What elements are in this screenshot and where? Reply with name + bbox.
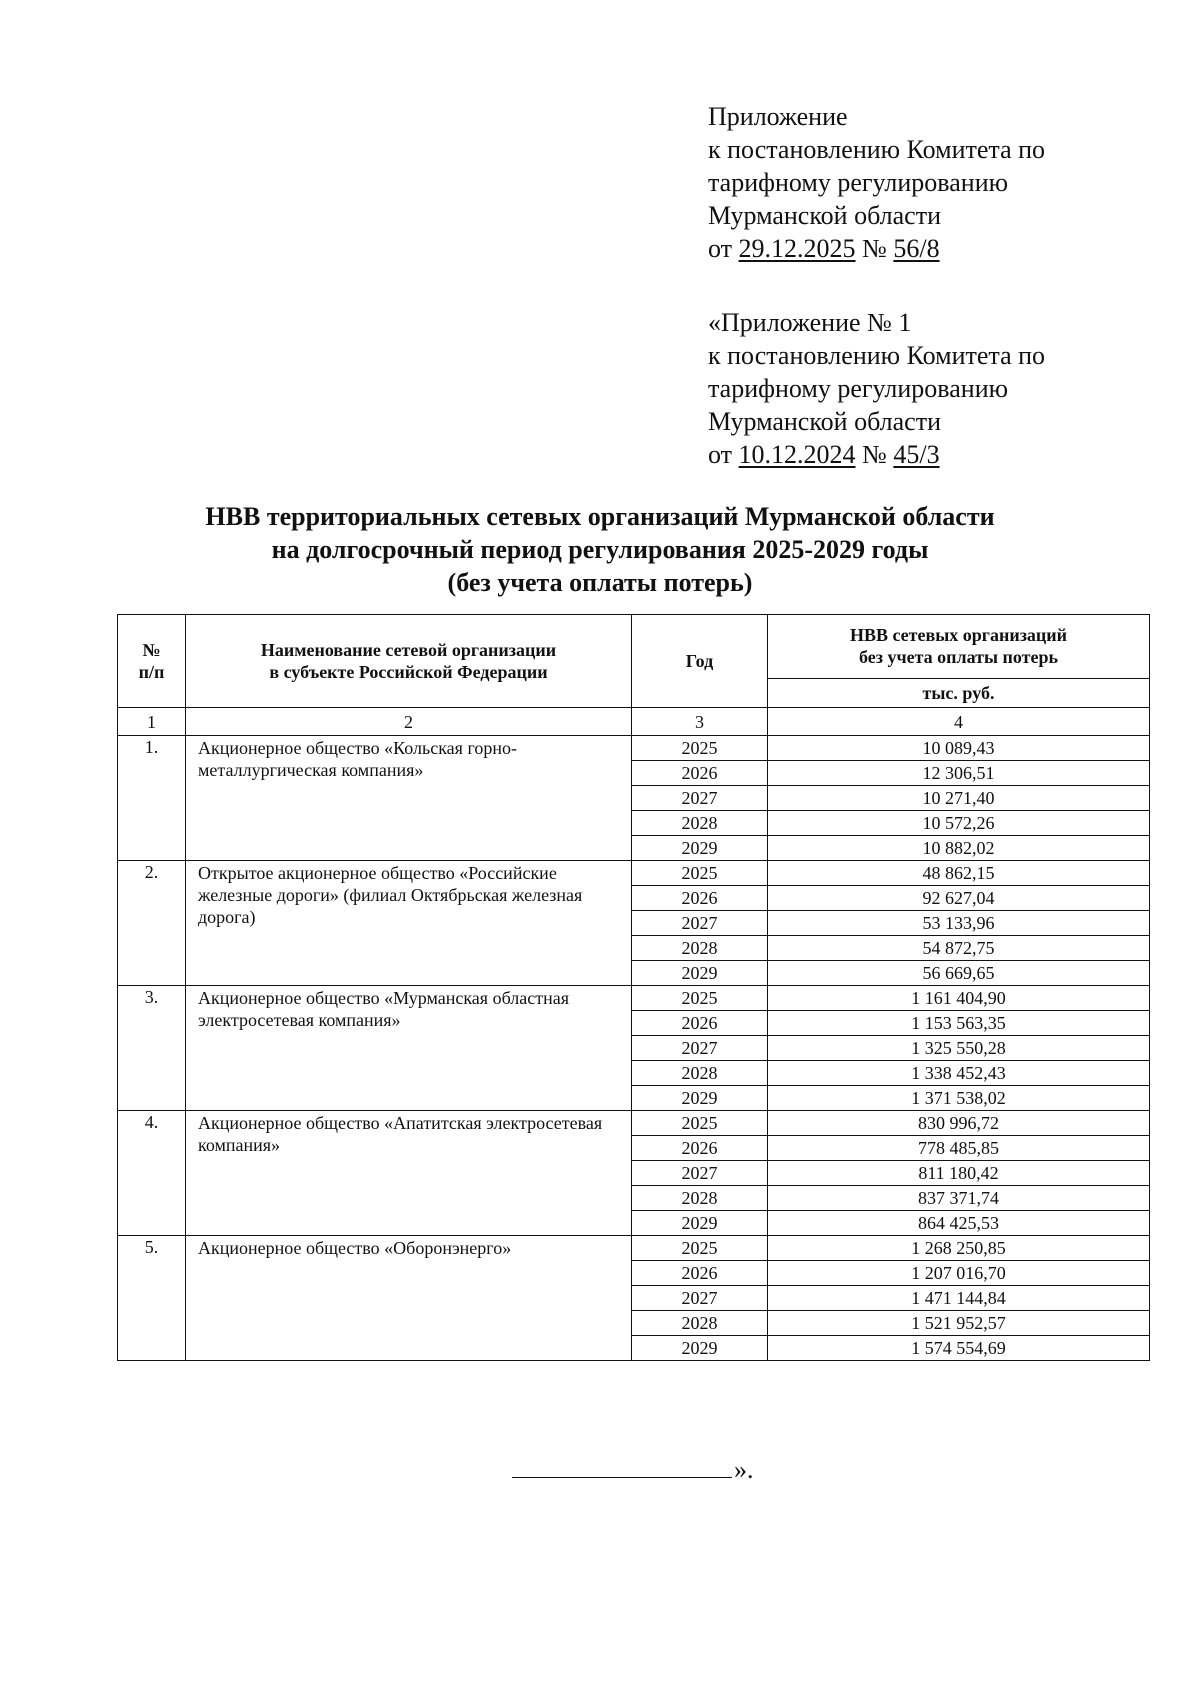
org-number: 5. (118, 1236, 186, 1361)
title-line-2: на долгосрочный период регулирования 2025-2029 годы (271, 535, 929, 564)
nvv-value-cell: 10 089,43 (768, 736, 1150, 761)
original-appendix-num-sign: № (862, 440, 887, 469)
header-no-line2: п/п (138, 662, 165, 682)
nvv-value-cell: 1 371 538,02 (768, 1086, 1150, 1111)
appendix-region-line: Мурманской области (708, 201, 941, 230)
nvv-value-cell: 10 572,26 (768, 811, 1150, 836)
header-year: Год (632, 615, 768, 708)
original-appendix-date-prefix: от (708, 440, 733, 469)
nvv-value-cell: 12 306,51 (768, 761, 1150, 786)
year-cell: 2028 (632, 936, 768, 961)
header-org-name-line2: в субъекте Российской Федерации (269, 662, 548, 682)
original-appendix-region-line: Мурманской области (708, 407, 941, 436)
original-appendix-header (708, 306, 1148, 471)
year-cell: 2027 (632, 1036, 768, 1061)
year-cell: 2025 (632, 861, 768, 886)
appendix-decree-line: к постановлению Комитета по (708, 135, 1046, 164)
appendix-number: 56/8 (893, 234, 940, 263)
nvv-value-cell: 778 485,85 (768, 1136, 1150, 1161)
year-cell: 2028 (632, 1061, 768, 1086)
column-number: 1 (118, 708, 186, 736)
original-appendix-date-line (708, 438, 1148, 471)
nvv-value-cell: 1 268 250,85 (768, 1236, 1150, 1261)
column-number-row (118, 708, 1150, 736)
nvv-table (117, 614, 1150, 1361)
org-name: Акционерное общество «Кольская горно-металлургическая компания» (186, 736, 632, 861)
header-nvv-line2: без учета оплаты потерь (858, 647, 1059, 668)
nvv-value-cell: 1 338 452,43 (768, 1061, 1150, 1086)
original-appendix-decree-line: к постановлению Комитета по (708, 341, 1046, 370)
year-cell: 2026 (632, 1136, 768, 1161)
year-cell: 2028 (632, 1186, 768, 1211)
appendix-date: 29.12.2025 (738, 234, 856, 263)
appendix-header (708, 100, 1148, 265)
table-row (118, 986, 1150, 1011)
nvv-value-cell: 864 425,53 (768, 1211, 1150, 1236)
nvv-value-cell: 1 471 144,84 (768, 1286, 1150, 1311)
header-org-name (186, 615, 632, 708)
nvv-value-cell: 53 133,96 (768, 911, 1150, 936)
table-row (118, 1111, 1150, 1136)
header-org-name-line1: Наименование сетевой организации (260, 640, 557, 660)
org-number: 1. (118, 736, 186, 861)
column-number: 2 (186, 708, 632, 736)
year-cell: 2027 (632, 786, 768, 811)
year-cell: 2027 (632, 1161, 768, 1186)
year-cell: 2027 (632, 911, 768, 936)
title-line-1: НВВ территориальных сетевых организаций Мурманской области (205, 502, 995, 531)
org-number: 4. (118, 1111, 186, 1236)
nvv-value-cell: 1 161 404,90 (768, 986, 1150, 1011)
original-appendix-committee-line: тарифному регулированию (708, 374, 1009, 403)
table-row (118, 861, 1150, 886)
header-unit: тыс. руб. (768, 678, 1150, 707)
year-cell: 2026 (632, 886, 768, 911)
title-line-3: (без учета оплаты потерь) (447, 568, 753, 597)
original-appendix-label: «Приложение № 1 (708, 308, 912, 337)
original-appendix-number: 45/3 (893, 440, 940, 469)
appendix-date-prefix: от (708, 234, 733, 263)
document-title (0, 500, 1200, 599)
year-cell: 2029 (632, 1211, 768, 1236)
org-name: Акционерное общество «Мурманская областная электросетевая компания» (186, 986, 632, 1111)
nvv-value-cell: 830 996,72 (768, 1111, 1150, 1136)
nvv-value-cell: 10 271,40 (768, 786, 1150, 811)
nvv-value-cell: 54 872,75 (768, 936, 1150, 961)
org-name: Открытое акционерное общество «Российские железные дороги» (филиал Октябрьская железная дорога) (186, 861, 632, 986)
appendix-num-sign: № (862, 234, 887, 263)
table-row (118, 736, 1150, 761)
closing-underline (512, 1455, 732, 1478)
nvv-value-cell: 10 882,02 (768, 836, 1150, 861)
year-cell: 2026 (632, 761, 768, 786)
year-cell: 2029 (632, 836, 768, 861)
nvv-value-cell: 48 862,15 (768, 861, 1150, 886)
column-number: 4 (768, 708, 1150, 736)
year-cell: 2025 (632, 986, 768, 1011)
appendix-date-line (708, 232, 1148, 265)
year-cell: 2027 (632, 1286, 768, 1311)
nvv-value-cell: 1 153 563,35 (768, 1011, 1150, 1036)
header-no-line1: № (142, 640, 161, 660)
year-cell: 2028 (632, 811, 768, 836)
nvv-value-cell: 837 371,74 (768, 1186, 1150, 1211)
nvv-value-cell: 92 627,04 (768, 886, 1150, 911)
nvv-value-cell: 1 521 952,57 (768, 1311, 1150, 1336)
header-nvv-line1: НВВ сетевых организаций (849, 625, 1068, 646)
header-no (118, 615, 186, 708)
year-cell: 2029 (632, 1336, 768, 1361)
year-cell: 2026 (632, 1261, 768, 1286)
year-cell: 2026 (632, 1011, 768, 1036)
org-number: 2. (118, 861, 186, 986)
nvv-value-cell: 56 669,65 (768, 961, 1150, 986)
year-cell: 2029 (632, 961, 768, 986)
year-cell: 2028 (632, 1311, 768, 1336)
closing-mark (512, 1455, 754, 1485)
nvv-value-cell: 1 207 016,70 (768, 1261, 1150, 1286)
year-cell: 2025 (632, 1236, 768, 1261)
appendix-committee-line: тарифному регулированию (708, 168, 1009, 197)
year-cell: 2029 (632, 1086, 768, 1111)
year-cell: 2025 (632, 1111, 768, 1136)
appendix-label: Приложение (708, 102, 848, 131)
org-name: Акционерное общество «Апатитская электросетевая компания» (186, 1111, 632, 1236)
table-row (118, 1236, 1150, 1261)
original-appendix-date: 10.12.2024 (738, 440, 856, 469)
nvv-value-cell: 811 180,42 (768, 1161, 1150, 1186)
year-cell: 2025 (632, 736, 768, 761)
closing-quote: ». (734, 1455, 754, 1484)
column-number: 3 (632, 708, 768, 736)
org-name: Акционерное общество «Оборонэнерго» (186, 1236, 632, 1361)
nvv-value-cell: 1 574 554,69 (768, 1336, 1150, 1361)
org-number: 3. (118, 986, 186, 1111)
nvv-value-cell: 1 325 550,28 (768, 1036, 1150, 1061)
header-nvv (768, 615, 1150, 679)
